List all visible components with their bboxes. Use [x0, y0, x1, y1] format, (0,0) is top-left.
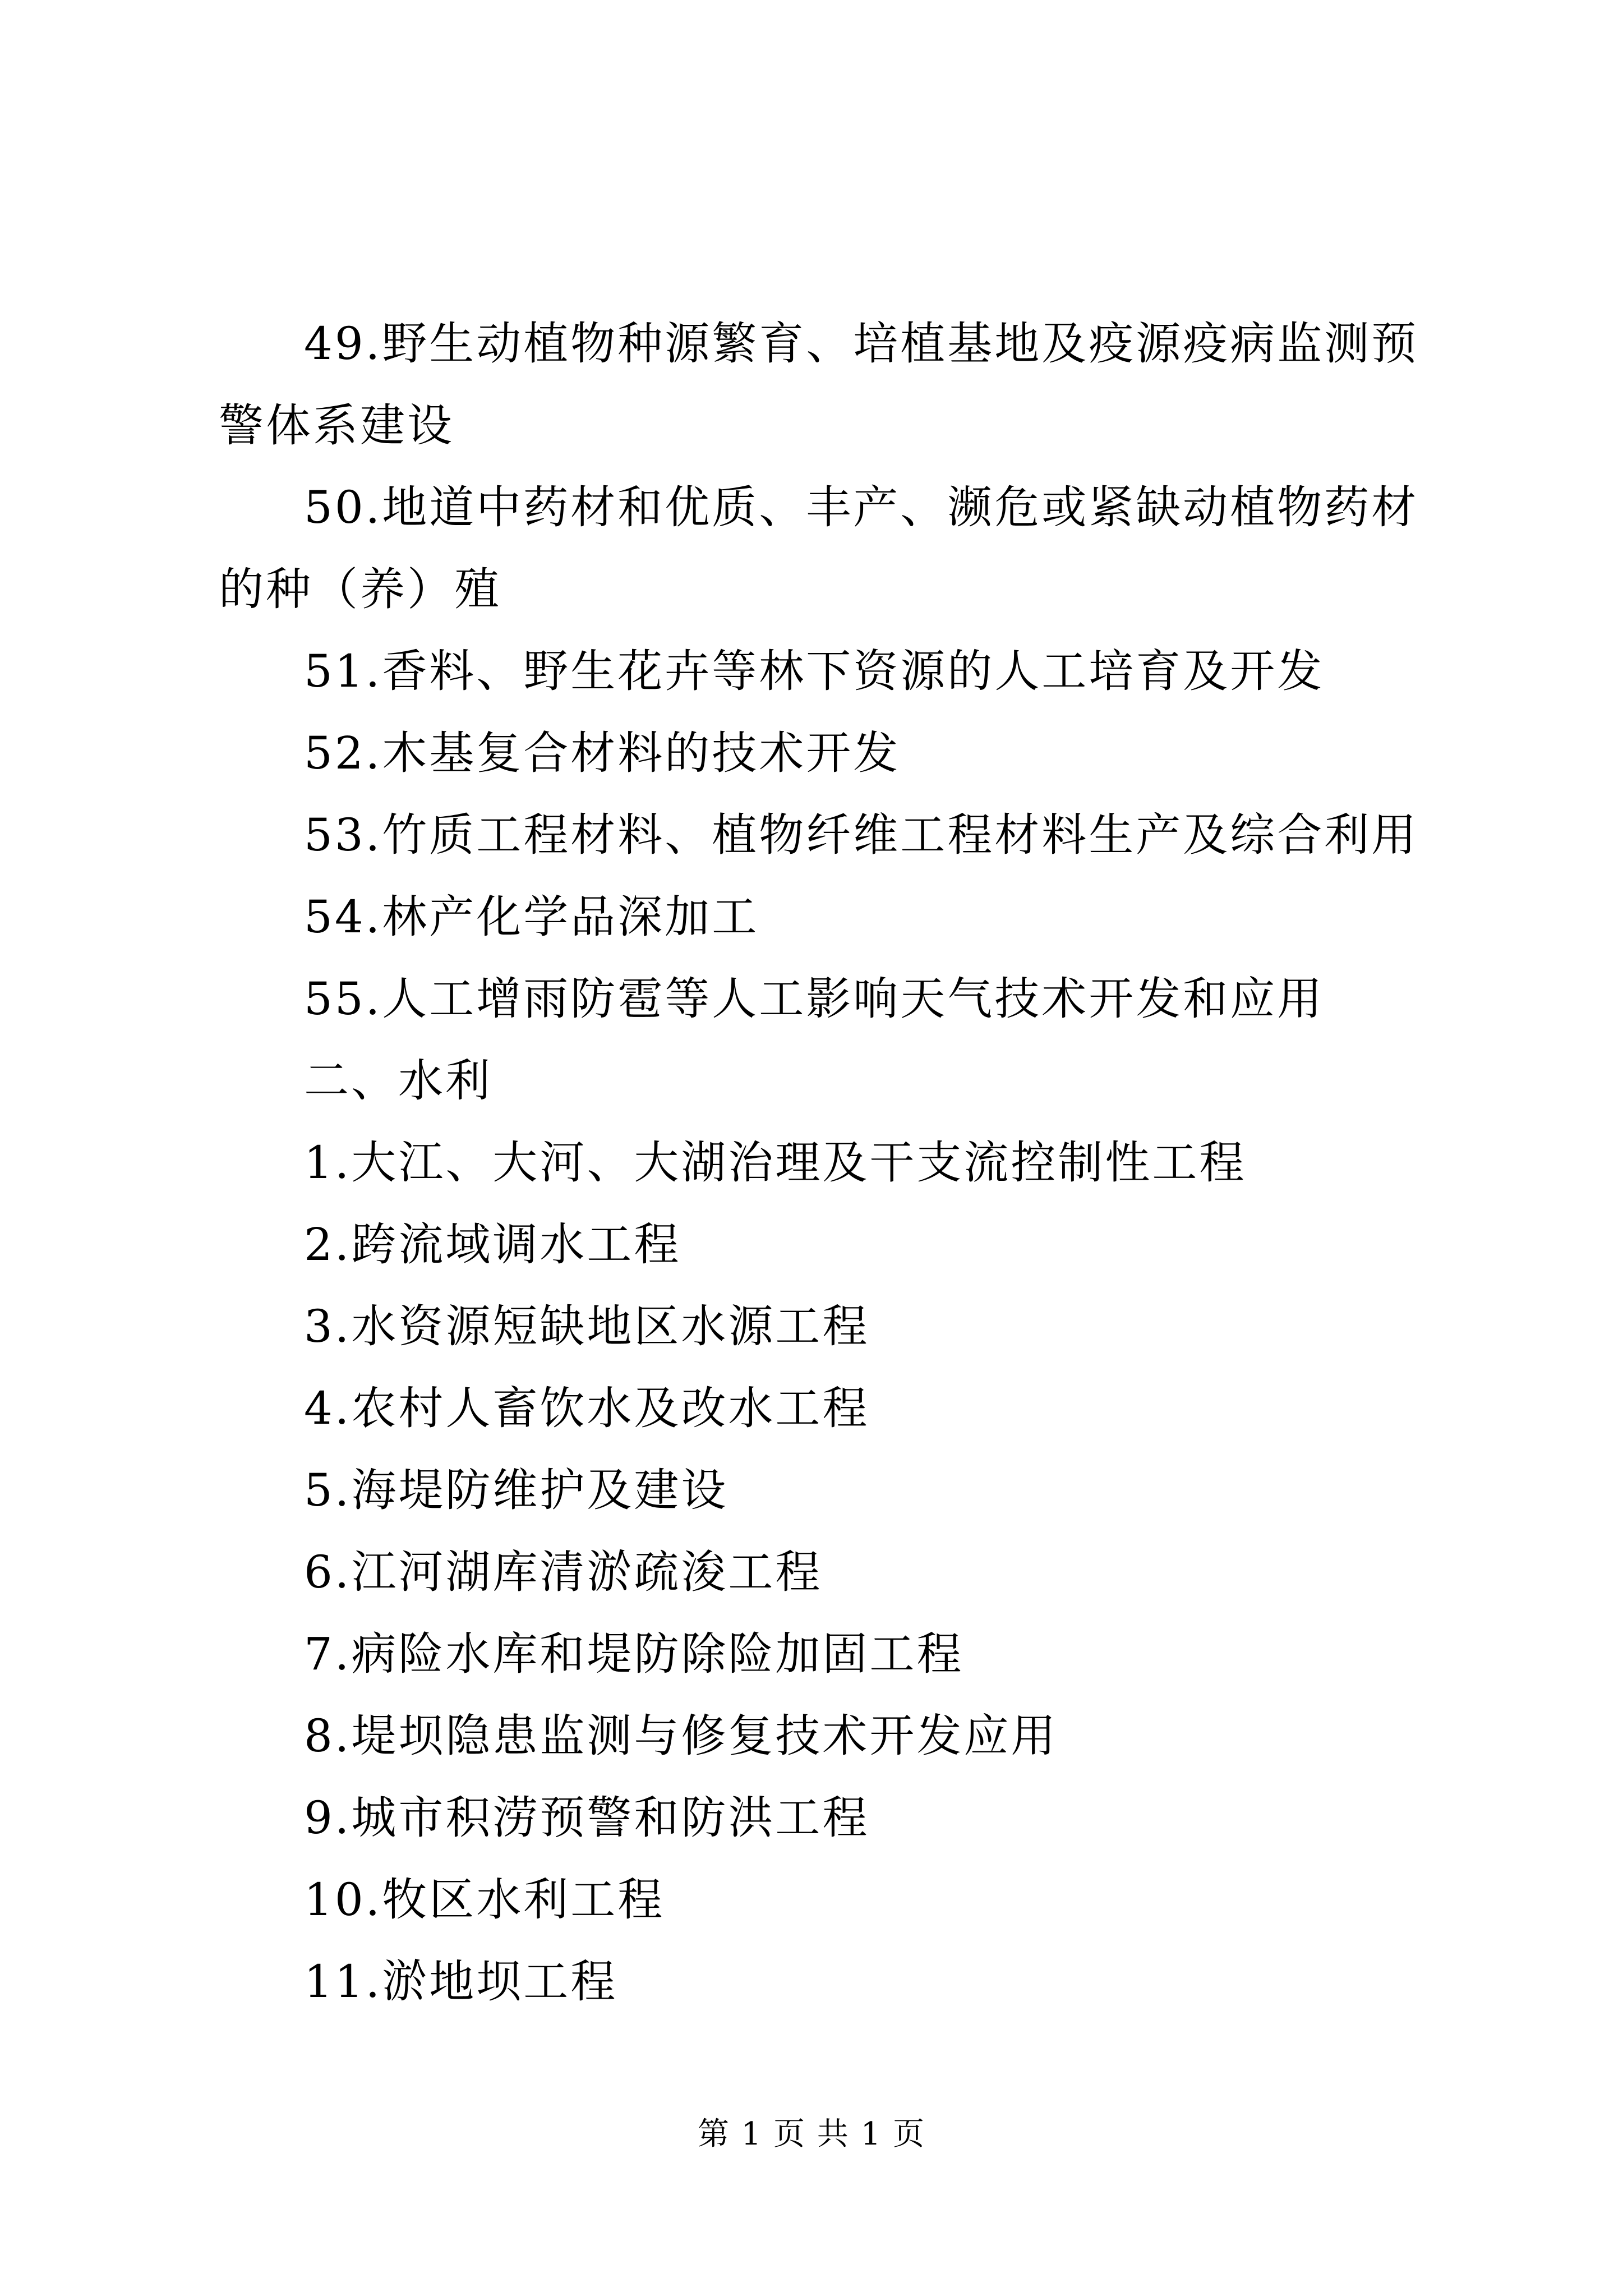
list-item: 5.海堤防维护及建设: [304, 1464, 728, 1516]
list-item: 3.水资源短缺地区水源工程: [304, 1300, 870, 1352]
list-item: 11.淤地坝工程: [304, 1955, 618, 2008]
list-item: 8.堤坝隐患监测与修复技术开发应用: [304, 1710, 1058, 1762]
section-heading-water: 二、水利: [304, 1055, 492, 1107]
list-item: 51.香料、野生花卉等林下资源的人工培育及开发: [304, 645, 1325, 697]
list-item: 9.城市积涝预警和防洪工程: [304, 1792, 870, 1844]
paragraph-50: 50.地道中药材和优质、丰产、濒危或紧缺动植物药材的种（养）殖: [219, 481, 1419, 615]
document-body: [219, 303, 1430, 2023]
list-item: 7.病险水库和堤防除险加固工程: [304, 1628, 964, 1680]
page-footer: 第 1 页 共 1 页: [697, 2116, 926, 2152]
list-item: 55.人工增雨防雹等人工影响天气技术开发和应用: [304, 973, 1325, 1025]
list-item: 2.跨流域调水工程: [304, 1218, 681, 1271]
list-item: 4.农村人畜饮水及改水工程: [304, 1382, 870, 1434]
list-item: 1.大江、大河、大湖治理及干支流控制性工程: [304, 1137, 1247, 1189]
list-item: 6.江河湖库清淤疏浚工程: [304, 1546, 823, 1598]
paragraph-49: 49.野生动植物种源繁育、培植基地及疫源疫病监测预警体系建设: [219, 318, 1419, 452]
list-item: 52.木基复合材料的技术开发: [304, 727, 901, 779]
list-item: 10.牧区水利工程: [304, 1874, 665, 1926]
list-item: 53.竹质工程材料、植物纤维工程材料生产及综合利用: [304, 809, 1419, 861]
list-item: 54.林产化学品深加工: [304, 891, 759, 943]
